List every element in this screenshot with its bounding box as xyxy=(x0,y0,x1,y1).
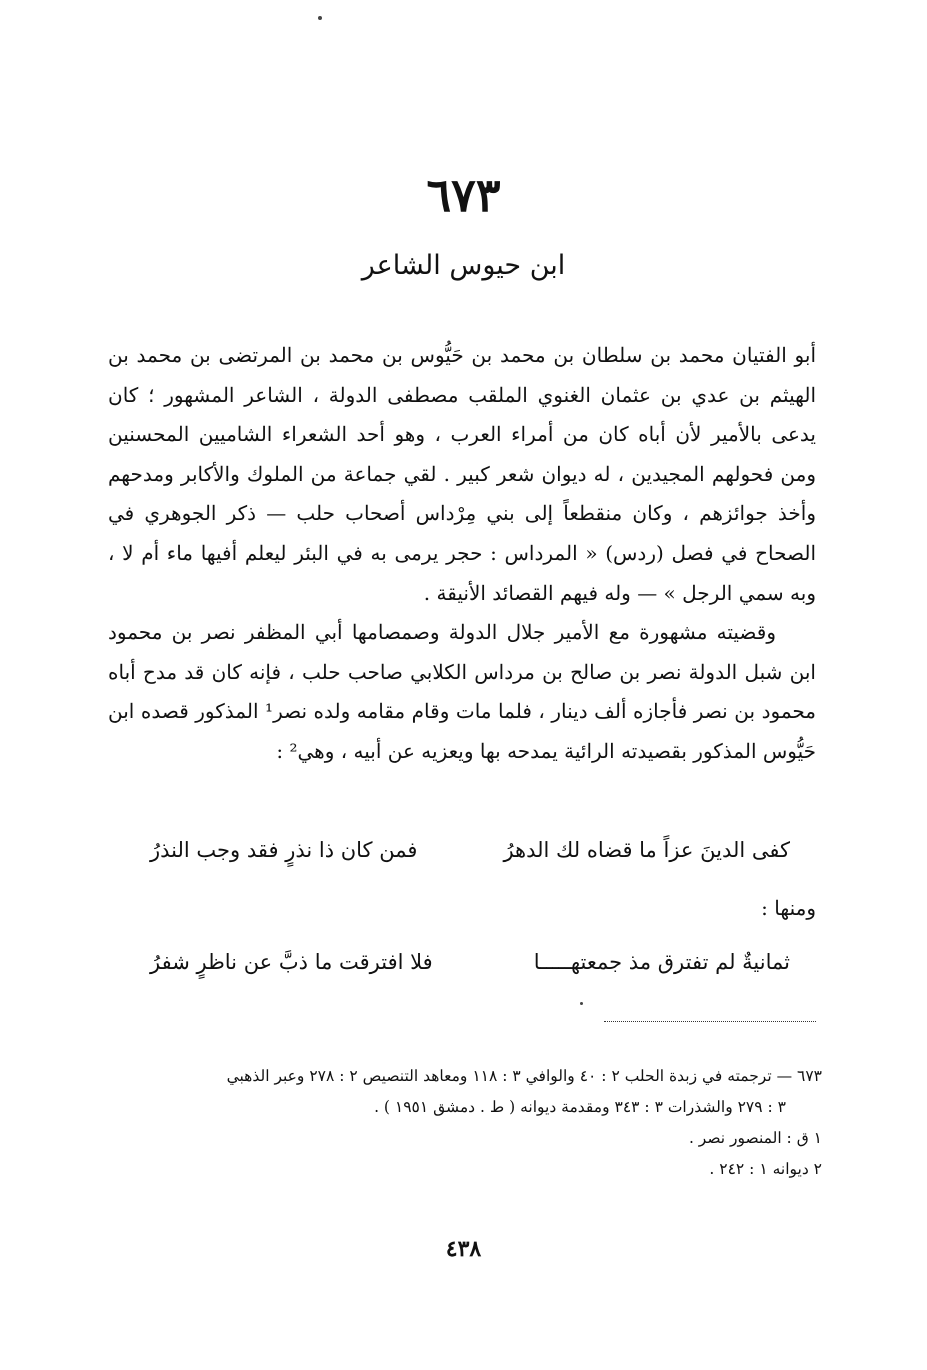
footnote-2: ٢ ديوانه ١ : ٢٤٢ . xyxy=(709,1160,822,1178)
verse-2-first-hemistich: ثمانيةٌ لم تفترق مذ جمعتهـــــا xyxy=(533,950,790,974)
page-number: ٤٣٨ xyxy=(445,1236,482,1262)
footnote-divider xyxy=(604,1021,816,1022)
entry-number: ٦٧٣ xyxy=(426,168,501,222)
footnotes xyxy=(95,1061,822,1185)
verse-1-second-hemistich: فمن كان ذا نذرٍ فقد وجب النذرُ xyxy=(150,838,418,862)
verse-2-second-hemistich: فلا افترقت ما ذبَّ عن ناظرٍ شفرُ xyxy=(150,950,433,974)
biography-text xyxy=(108,336,816,772)
footnote-main: ٦٧٣ — ترجمته في زبدة الحلب ٢ : ٤٠ والوافي ٣ : ١١٨ ومعاهد التنصيص ٢ : ٢٧٨ وعبر الذهبي xyxy=(226,1067,822,1085)
scan-speck xyxy=(580,1002,583,1005)
scan-speck xyxy=(318,16,322,20)
verse-line-2 xyxy=(150,950,790,984)
verse-intro: ومنها : xyxy=(761,896,816,920)
footnote-1: ١ ق : المنصور نصر . xyxy=(688,1129,822,1147)
footnote-main-continued: ٣ : ٢٧٩ والشذرات ٣ : ٣٤٣ ومقدمة ديوانه ( ط . دمشق ١٩٥١ ) . xyxy=(374,1098,786,1116)
paragraph-1: أبو الفتيان محمد بن سلطان بن محمد بن حَيُّوس بن محمد بن المرتضى بن محمد بن الهيثم بن عدي بن عثمان الغنوي الملقب مصطفى الدولة ، الشاعر المشهور ؛ كان يدعى بالأمير لأن أباه كان من أمراء العرب ، وهو أحد الشعراء الشاميين المحسنين ومن فحولهم المجيدين ، له ديوان شعر كبير . لقي جماعة من الملوك والأكابر ومدحهم وأخذ جوائزهم ، وكان منقطعاً إلى بني مِرْداس أصحاب حلب — ذكر الجوهري في الصحاح في فصل (ردس) « المرداس : حجر يرمى به في البئر ليعلم أفيها ماء أم لا ، وبه سمي الرجل » — وله فيهم القصائد الأنيقة . xyxy=(108,343,817,605)
paragraph-2: وقضيته مشهورة مع الأمير جلال الدولة وصمصامها أبي المظفر نصر بن محمود ابن شبل الدولة نصر بن صالح بن مرداس الكلابي صاحب حلب ، فإنه كان قد مدح أباه محمود بن نصر فأجازه ألف دينار ، فلما مات وقام مقامه ولده نصر¹ المذكور قصده ابن حَيُّوس المذكور بقصيدته الرائية يمدحه بها ويعزيه عن أبيه ، وهي² : xyxy=(108,620,817,763)
verse-line-1 xyxy=(150,838,790,872)
verse-1-first-hemistich: كفى الدينَ عزاً ما قضاه لك الدهرُ xyxy=(503,838,790,862)
entry-title: ابن حيوس الشاعر xyxy=(361,250,566,281)
